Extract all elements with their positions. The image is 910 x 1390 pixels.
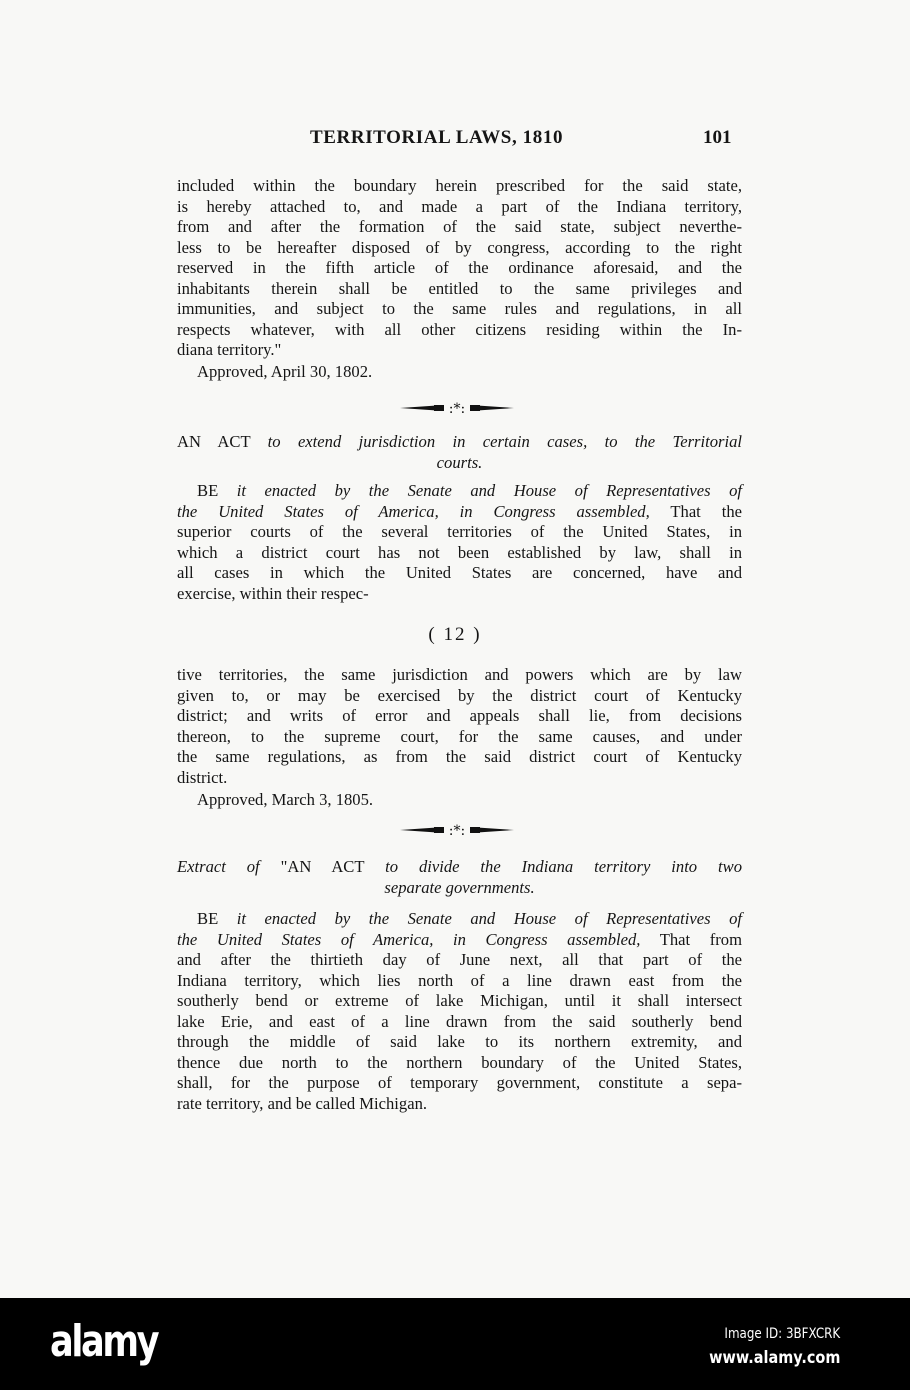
text-line: [177, 432, 742, 453]
text: given to, or may be exercised by the district court of Kentucky: [177, 685, 742, 705]
svg-text::*:: :*:: [448, 823, 466, 837]
watermark-banner: [0, 1298, 910, 1390]
text-line: [177, 584, 742, 605]
text-line: [177, 747, 742, 768]
text: district; and writs of error and appeals shall lie, from decisions: [177, 706, 742, 726]
text-line: [177, 238, 742, 259]
text-line: [177, 340, 742, 361]
act-title-michigan: [177, 857, 742, 898]
text: included within the boundary herein prescribed for the said state,: [177, 176, 742, 195]
text: That the: [649, 501, 742, 521]
act-body-jurisdiction-continued: [177, 665, 742, 788]
text: the same regulations, as from the said district court of Kentucky: [177, 747, 742, 767]
text-line: [177, 909, 742, 930]
text-line: [177, 1012, 742, 1033]
paragraph-continued: [177, 176, 742, 361]
text-line: [177, 1053, 742, 1074]
act-body-jurisdiction: [177, 481, 742, 604]
text-line: [177, 453, 742, 474]
folio-number: ( 12 ): [428, 624, 482, 645]
text: thereon, to the supreme court, for the same causes, and under: [177, 726, 742, 746]
text-line: [177, 217, 742, 238]
text-line: [177, 258, 742, 279]
italic-text: it enacted by the Senate and House of Representatives of: [236, 481, 742, 500]
text-line: [177, 522, 742, 543]
text-line: [177, 768, 742, 789]
text: which a district court has not been established by law, shall in: [177, 542, 742, 562]
site-url: www.alamy.com: [708, 1348, 840, 1368]
text: immunities, and subject to the same rules and regulations, in all: [177, 299, 742, 319]
text: southerly bend or extreme of lake Michigan, until it shall intersect: [177, 991, 742, 1011]
text-line: [177, 686, 742, 707]
text: lake Erie, and east of a line drawn from the said southerly bend: [177, 1011, 742, 1031]
text: exercise, within their respec-: [177, 583, 369, 603]
text-line: [177, 727, 742, 748]
italic-text: the United States of America, in Congress assembled,: [177, 501, 650, 521]
image-id-label: Image ID: 3BFXCRK: [724, 1326, 840, 1342]
act-title-jurisdiction: [177, 432, 742, 473]
text: BE: [197, 909, 237, 928]
text: rate territory, and be called Michigan.: [177, 1093, 428, 1113]
section-ornament: [400, 823, 514, 837]
text-line: [177, 930, 742, 951]
text: shall, for the purpose of temporary government, constitute a sepa-: [177, 1073, 742, 1093]
text: thence due north to the northern boundary of the United States,: [177, 1052, 742, 1072]
text: is hereby attached to, and made a part of the Indiana territory,: [177, 196, 742, 216]
text: reserved in the fifth article of the ordinance aforesaid, and the: [177, 258, 742, 278]
text: Indiana territory, which lies north of a line drawn east from the: [177, 970, 742, 990]
text: less to be hereafter disposed of by congress, according to the right: [177, 237, 742, 257]
svg-text::*:: :*:: [448, 401, 466, 415]
text-line: [177, 950, 742, 971]
section-ornament: [400, 401, 514, 415]
text-line: [177, 299, 742, 320]
text: district.: [177, 767, 228, 787]
text: from and after the formation of the said state, subject neverthe-: [177, 217, 742, 237]
text: and after the thirtieth day of June next, all that part of the: [177, 950, 742, 970]
text: all cases in which the United States are concerned, have and: [177, 563, 742, 583]
text-line: [177, 279, 742, 300]
text-line: [177, 563, 742, 584]
text-line: [177, 1094, 742, 1115]
alamy-logo: alamy: [50, 1316, 158, 1367]
text-line: [177, 320, 742, 341]
text-line: [177, 878, 742, 899]
text: "AN ACT: [259, 857, 386, 876]
text: That from: [640, 929, 742, 949]
text-line: [177, 502, 742, 523]
text-line: [177, 543, 742, 564]
text-line: [177, 197, 742, 218]
text-line: [177, 481, 742, 502]
approval-date-1802: Approved, April 30, 1802.: [197, 362, 373, 381]
text: diana territory.": [177, 340, 282, 360]
italic-text: Extract of: [177, 857, 260, 876]
italic-text: the United States of America, in Congress assembled,: [177, 929, 641, 949]
running-title: TERRITORIAL LAWS, 1810: [310, 127, 564, 148]
text: superior courts of the several territories of the United States, in: [177, 522, 742, 542]
italic-text: it enacted by the Senate and House of Representatives of: [236, 909, 742, 928]
text: respects whatever, with all other citizens residing within the In-: [177, 319, 742, 339]
text-line: [177, 665, 742, 686]
italic-text: courts.: [436, 452, 483, 472]
text: BE: [197, 481, 237, 500]
text-line: [177, 971, 742, 992]
text-line: [177, 176, 742, 197]
page-number: 101: [703, 127, 732, 148]
italic-text: to divide the Indiana territory into two: [385, 857, 742, 876]
text-line: [177, 991, 742, 1012]
italic-text: separate governments.: [384, 877, 535, 897]
text-line: [177, 857, 742, 878]
text: AN ACT: [177, 432, 268, 451]
text: through the middle of said lake to its northern extremity, and: [177, 1032, 742, 1052]
approval-date-1805: Approved, March 3, 1805.: [197, 790, 374, 809]
text-line: [177, 1032, 742, 1053]
text-line: [177, 706, 742, 727]
italic-text: to extend jurisdiction in certain cases, to the Territorial: [267, 432, 742, 451]
text: tive territories, the same jurisdiction and powers which are by law: [177, 665, 742, 684]
text-line: [177, 1073, 742, 1094]
act-body-michigan: [177, 909, 742, 1114]
text: inhabitants therein shall be entitled to the same privileges and: [177, 278, 742, 298]
